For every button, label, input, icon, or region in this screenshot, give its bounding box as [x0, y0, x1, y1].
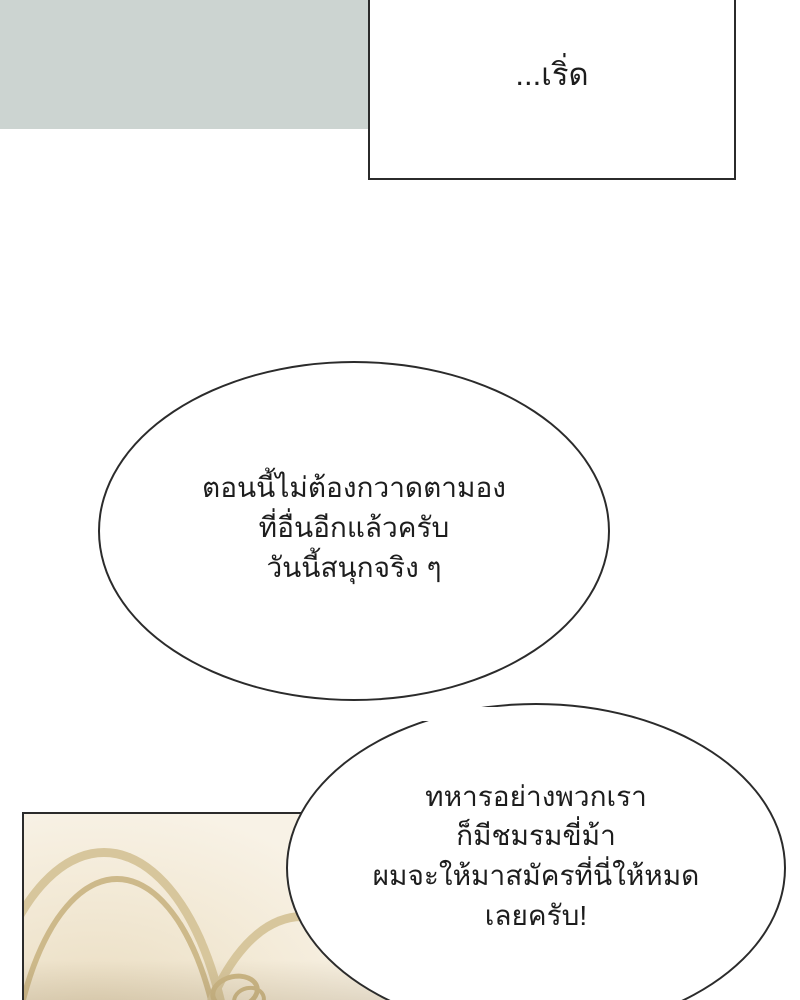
- narration-box: [368, 0, 736, 180]
- speech-bubble-upper: [98, 361, 610, 701]
- speech-bubble-lower-text: ทหารอย่างพวกเรา ก็มีชมรมขี่ม้า ผมจะให้มาสมัครที่นี่ให้หมด เลยครับ!: [372, 780, 700, 931]
- bubble-merge-mask: [330, 707, 510, 721]
- illustration-shadow: [24, 960, 388, 1000]
- speech-bubble-upper-text: ตอนนี้ไม่ต้องกวาดตามอง ที่อื่นอีกแล้วครับ วันนี้สนุกจริง ๆ: [202, 472, 506, 583]
- panel-grey-background: [0, 0, 368, 129]
- speech-bubble-lower: [286, 703, 786, 1000]
- narration-box-text: ...เริ่ด: [515, 57, 589, 93]
